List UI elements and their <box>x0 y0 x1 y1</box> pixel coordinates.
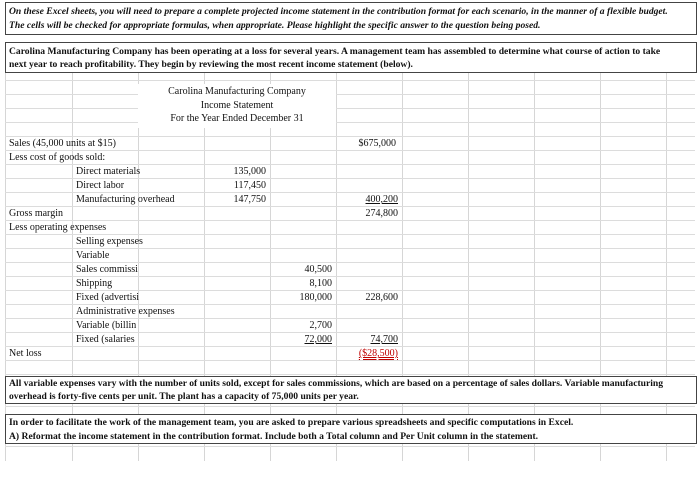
grid-row-line <box>5 192 695 193</box>
selling-expenses-label: Selling expenses <box>76 236 143 247</box>
cogs-label: Less cost of goods sold: <box>9 152 106 163</box>
statement-header-box <box>138 84 336 128</box>
mfg-overhead-label: Manufacturing overhead <box>76 194 175 205</box>
grid-row-line <box>5 122 695 123</box>
scenario-line-2: next year to reach profitability. They begin by reviewing the most recent income statement (below). <box>9 59 413 70</box>
company-name: Carolina Manufacturing Company <box>168 86 306 97</box>
grid-row-line <box>5 304 695 305</box>
grid-row-line <box>5 164 695 165</box>
direct-materials-value[interactable]: 135,000 <box>233 166 266 177</box>
variable-billing-label: Variable (billin <box>76 320 137 331</box>
grid-row-line <box>5 446 695 447</box>
cogs-total-value[interactable]: 400,200 <box>365 194 398 205</box>
direct-materials-label: Direct materials <box>76 166 141 177</box>
variable-label: Variable <box>76 250 110 261</box>
fixed-advertising-value[interactable]: 180,000 <box>299 292 332 303</box>
net-loss-value[interactable]: ($28,500) <box>358 348 398 359</box>
grid-row-line <box>5 318 695 319</box>
sales-value[interactable]: $675,000 <box>358 138 396 149</box>
grid-row-line <box>5 206 695 207</box>
opex-label: Less operating expenses <box>9 222 107 233</box>
sales-label: Sales (45,000 units at $15) <box>9 138 116 149</box>
instructions-box <box>5 2 697 35</box>
scenario-box <box>5 42 697 73</box>
admin-total-value[interactable]: 74,700 <box>370 334 398 345</box>
statement-period: For the Year Ended December 31 <box>170 113 304 124</box>
instructions-line-2: The cells will be checked for appropriate formulas, when appropriate. Please highlight the specific answer to the question being posed. <box>9 20 541 31</box>
grid-row-line <box>5 220 695 221</box>
task-line-1: In order to facilitate the work of the management team, you are asked to prepare various spreadsheets and specific computations in Excel. <box>9 417 574 428</box>
notes-line-1: All variable expenses vary with the number of units sold, except for sales commissions, which are based on a percentage of sales dollars. Variable manufacturing <box>9 378 664 389</box>
gross-margin-label: Gross margin <box>9 208 63 219</box>
grid-row-line <box>5 178 695 179</box>
grid-row-line <box>5 150 695 151</box>
grid-row-line <box>5 234 695 235</box>
task-line-2: A) Reformat the income statement in the contribution format. Include both a Total column and Per Unit column in the statement. <box>9 431 539 442</box>
grid-row-line <box>5 262 695 263</box>
grid-row-line <box>5 406 695 407</box>
grid-row-line <box>5 360 695 361</box>
gross-margin-value[interactable]: 274,800 <box>365 208 398 219</box>
grid-row-line <box>5 248 695 249</box>
direct-labor-label: Direct labor <box>76 180 125 191</box>
sales-commissions-value[interactable]: 40,500 <box>304 264 332 275</box>
grid-row-line <box>5 332 695 333</box>
net-loss-label: Net loss <box>9 348 42 359</box>
task-box <box>5 414 697 444</box>
instructions-line-1: On these Excel sheets, you will need to prepare a complete projected income statement in the contribution format for each scenario, in the manner of a flexible budget. <box>9 6 668 17</box>
grid-row-line <box>5 374 695 375</box>
notes-line-2: overhead is forty-five cents per unit. The plant has a capacity of 75,000 units per year. <box>9 391 359 402</box>
grid-row-line <box>5 108 695 109</box>
direct-labor-value[interactable]: 117,450 <box>233 180 266 191</box>
grid-row-line <box>5 136 695 137</box>
mfg-overhead-value[interactable]: 147,750 <box>233 194 266 205</box>
sales-commissions-label: Sales commissi <box>76 264 138 275</box>
grid-row-line <box>5 94 695 95</box>
grid-row-line <box>5 80 695 81</box>
selling-total-value[interactable]: 228,600 <box>365 292 398 303</box>
shipping-value[interactable]: 8,100 <box>309 278 332 289</box>
grid-row-line <box>5 290 695 291</box>
fixed-salaries-value[interactable]: 72,000 <box>304 334 332 345</box>
variable-billing-value[interactable]: 2,700 <box>309 320 332 331</box>
grid-row-line <box>5 346 695 347</box>
admin-expenses-label: Administrative expenses <box>76 306 175 317</box>
shipping-label: Shipping <box>76 278 113 289</box>
fixed-salaries-label: Fixed (salaries <box>76 334 135 345</box>
grid-row-line <box>5 276 695 277</box>
scenario-line-1: Carolina Manufacturing Company has been operating at a loss for several years. A management team has assembled to determine what course of action to take <box>9 46 661 57</box>
notes-box <box>5 376 697 404</box>
statement-title: Income Statement <box>200 100 274 111</box>
fixed-advertising-label: Fixed (advertisi <box>76 292 140 303</box>
